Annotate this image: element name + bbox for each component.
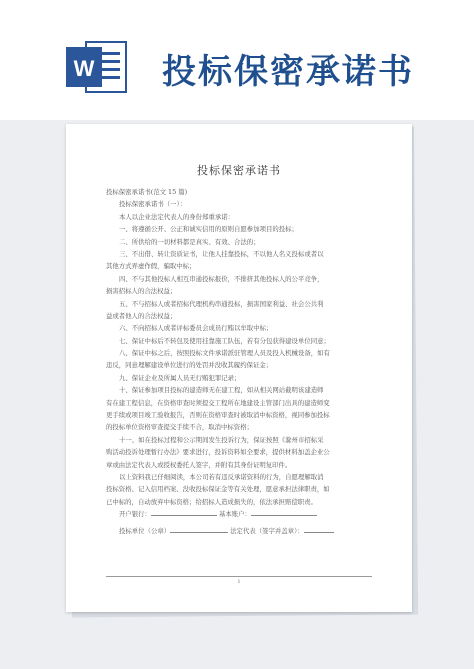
body-line: 十一、如在投标过程和公示期间发生投诉行为，保证按照《滁州市招标采 (119, 435, 324, 444)
account-blank (251, 515, 317, 516)
body-line: 益或者他人的合法权益； (106, 311, 177, 320)
document-title: 投标保密承诺书 (197, 164, 281, 177)
banner-title: 投标保密承诺书 (162, 52, 414, 92)
bank-label: 开户银行： (119, 510, 151, 519)
signature-line (106, 525, 376, 537)
body-line: 二、所供给的一切材料都是真实、有效、合法的； (119, 237, 260, 246)
body-line: 四、不与其他投标人相互串通投标报价，不排挤其他投标人的公平竞争， (119, 274, 324, 283)
body-line: 投标保密承诺书(范文 15 篇) (106, 188, 188, 196)
body-line: 以上资料我已仔细阅读，本公司若有违反承诺资料的行为，自愿理解取消 (119, 472, 324, 481)
body-line: 一、将遵循公开、公正和诚实信用的原则自愿参加项目的投标； (119, 225, 298, 234)
body-line: 七、保证中标后不转包及使用挂靠施工队伍，若有分包获得建设单位同意； (119, 336, 330, 345)
word-icon-letter: W (73, 56, 95, 81)
bank-blank (151, 515, 217, 516)
bank-info-line (106, 508, 376, 520)
document-body (106, 186, 376, 537)
body-line: 更手续或项目竣工验收报告，否则在资格审查时被取消中标资格，视同参加投标 (106, 411, 330, 420)
body-line: 已中标的，自动放弃中标资格；给招标人造成损失的，依法承担赔偿职责。 (106, 497, 317, 506)
body-line: 章或由法定代表人或授权委托人签字，并附有其身份证明复印件。 (106, 460, 292, 469)
account-label: 基本账户： (219, 510, 251, 519)
body-line: 投标资格、记入信用档案、没收投标保证金等有关处理，愿意承担法律职责，如 (106, 485, 330, 494)
body-line: 违反，同意理解建设单位进行的处罚并没收其履约保证金； (106, 361, 273, 370)
bidder-blank (170, 532, 228, 533)
document-page (66, 124, 412, 612)
body-line: 其他方式弄虚作假，骗取中标； (106, 262, 196, 271)
bidder-label: 投标单位（公章） (119, 526, 171, 535)
body-line: 投标保密承诺书（一）： (119, 200, 187, 209)
body-line: 购活动投诉处理暂行办法》要求进行，投诉资料如全要求，提供材料加盖企业公 (106, 448, 330, 457)
body-line: 本人以企业法定代表人的身份郑重承诺： (119, 212, 235, 221)
banner (0, 0, 474, 120)
legal-rep-blank (304, 532, 334, 533)
body-line: 五、不与招标人或者招标代理机构串通投标，损害国家利益、社会公共利 (119, 299, 324, 308)
body-line: 有在建工程信息，在资格审查时须提交工程所在地建设主管部门出具的建造师变 (106, 398, 330, 407)
body-line: 九、保证企业及所属人员无行贿犯罪记录； (119, 373, 241, 382)
body-line: 六、不向招标人或者评标委员会成员行贿以牟取中标； (119, 324, 273, 333)
footer-divider (106, 576, 372, 577)
body-line: 损害招标人的合法权益； (106, 287, 177, 296)
legal-rep-label: 法定代表（签字并盖章）： (230, 526, 304, 535)
body-line: 八、保证中标之后，按照投标文件承诺派驻管理人员及投入机械设备，如有 (119, 349, 330, 358)
body-line: 三、不出借、转让资质证书，让他人挂靠投标，不以他人名义投标或者以 (119, 249, 324, 258)
body-line: 的投标单位资格审查提交手续不合，取消中标资格； (106, 423, 253, 432)
word-document-icon (66, 38, 128, 96)
page-number: 1 (237, 579, 241, 585)
body-line: 十、保证参加项目投标的建造师无在建工程，如从相关网站截明该建造师 (119, 386, 324, 395)
